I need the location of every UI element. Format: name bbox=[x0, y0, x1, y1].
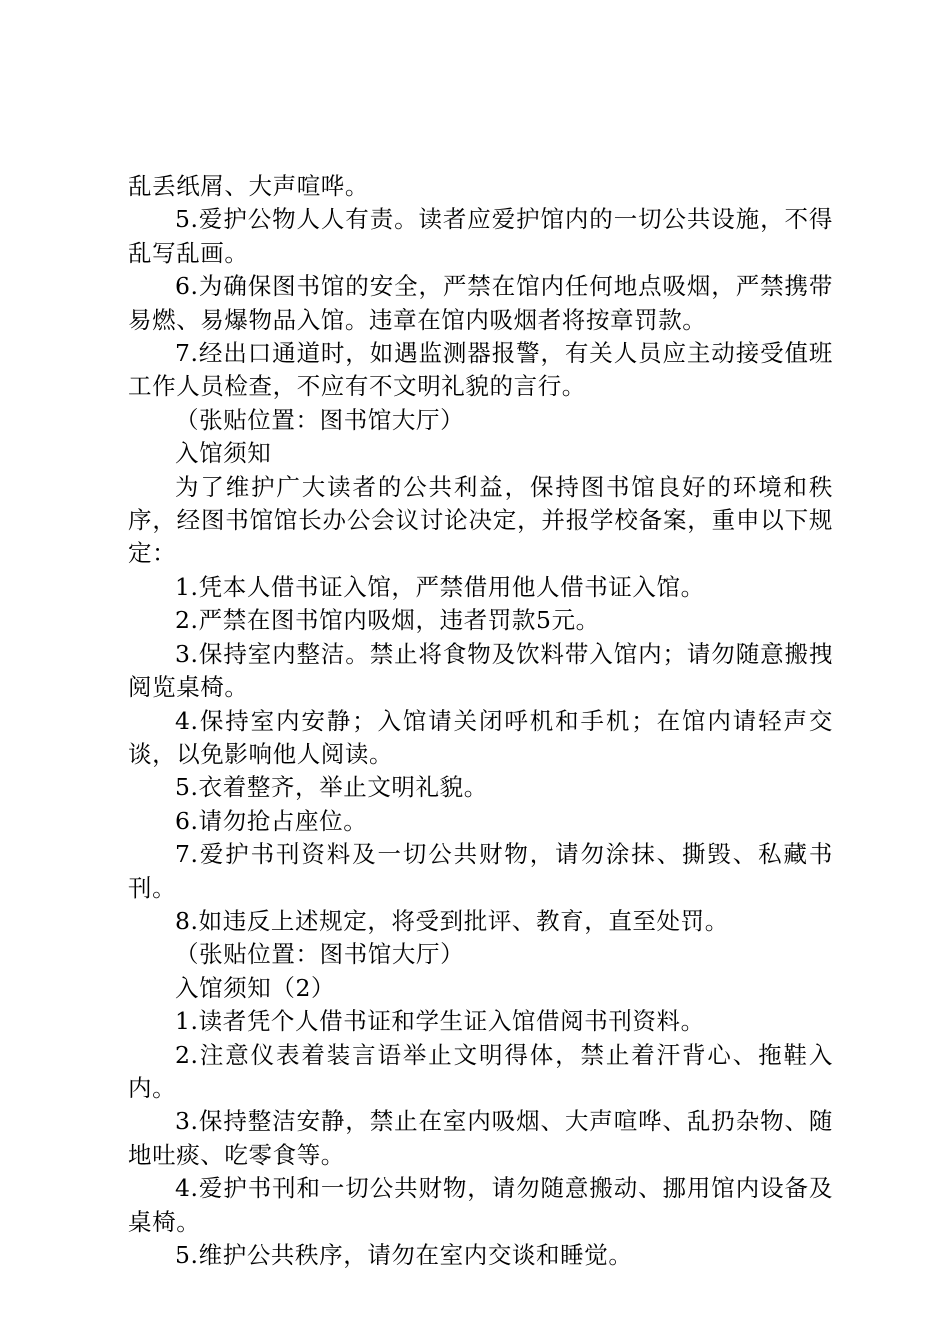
rule-item-2c: 2.注意仪表着装言语举止文明得体，禁止着汗背心、拖鞋入内。 bbox=[128, 1040, 833, 1102]
rule-item-4: 4.保持室内安静；入馆请关闭呼机和手机；在馆内请轻声交谈，以免影响他人阅读。 bbox=[128, 706, 833, 768]
posting-location-note-2: （张贴位置：图书馆大厅） bbox=[175, 940, 465, 969]
rule-item-6: 6.为确保图书馆的安全，严禁在馆内任何地点吸烟，严禁携带易燃、易爆物品入馆。违章在馆内吸烟者将按章罚款。 bbox=[128, 272, 833, 334]
intro-paragraph: 为了维护广大读者的公共利益，保持图书馆良好的环境和秩序，经图书馆馆长办公会议讨论决定，并报学校备案，重申以下规定： bbox=[128, 472, 833, 568]
document-body bbox=[128, 170, 833, 1272]
rule-item-3c: 3.保持整洁安静，禁止在室内吸烟、大声喧哗、乱扔杂物、随地吐痰、吃零食等。 bbox=[128, 1107, 833, 1169]
rule-item-7: 7.经出口通道时，如遇监测器报警，有关人员应主动接受值班工作人员检查，不应有不文明礼貌的言行。 bbox=[128, 339, 833, 401]
paragraph-continuation: 乱丢纸屑、大声喧哗。 bbox=[128, 172, 369, 200]
rule-item-6b: 6.请勿抢占座位。 bbox=[175, 806, 368, 835]
rule-item-4c: 4.爱护书刊和一切公共财物，请勿随意搬动、挪用馆内设备及桌椅。 bbox=[128, 1174, 833, 1236]
rule-item-3: 3.保持室内整洁。禁止将食物及饮料带入馆内；请勿随意搬拽阅览桌椅。 bbox=[128, 639, 833, 702]
rule-item-7b: 7.爱护书刊资料及一切公共财物，请勿涂抹、撕毁、私藏书刊。 bbox=[128, 840, 833, 902]
rule-item-8: 8.如违反上述规定，将受到批评、教育，直至处罚。 bbox=[175, 906, 729, 935]
rule-item-5c: 5.维护公共秩序，请勿在室内交谈和睡觉。 bbox=[175, 1241, 633, 1269]
posting-location-note: （张贴位置：图书馆大厅） bbox=[175, 405, 465, 434]
section-title-admission-notice: 入馆须知 bbox=[175, 439, 272, 468]
rule-item-1c: 1.读者凭个人借书证和学生证入馆借阅书刊资料。 bbox=[175, 1007, 705, 1036]
rule-item-5b: 5.衣着整齐，举止文明礼貌。 bbox=[175, 773, 488, 802]
rule-item-1: 1.凭本人借书证入馆，严禁借用他人借书证入馆。 bbox=[175, 572, 705, 601]
rule-item-2: 2.严禁在图书馆内吸烟，违者罚款5元。 bbox=[175, 606, 600, 635]
section-title-admission-notice-2: 入馆须知（2） bbox=[175, 973, 336, 1002]
rule-item-5: 5.爱护公物人人有责。读者应爱护馆内的一切公共设施，不得乱写乱画。 bbox=[128, 205, 833, 267]
